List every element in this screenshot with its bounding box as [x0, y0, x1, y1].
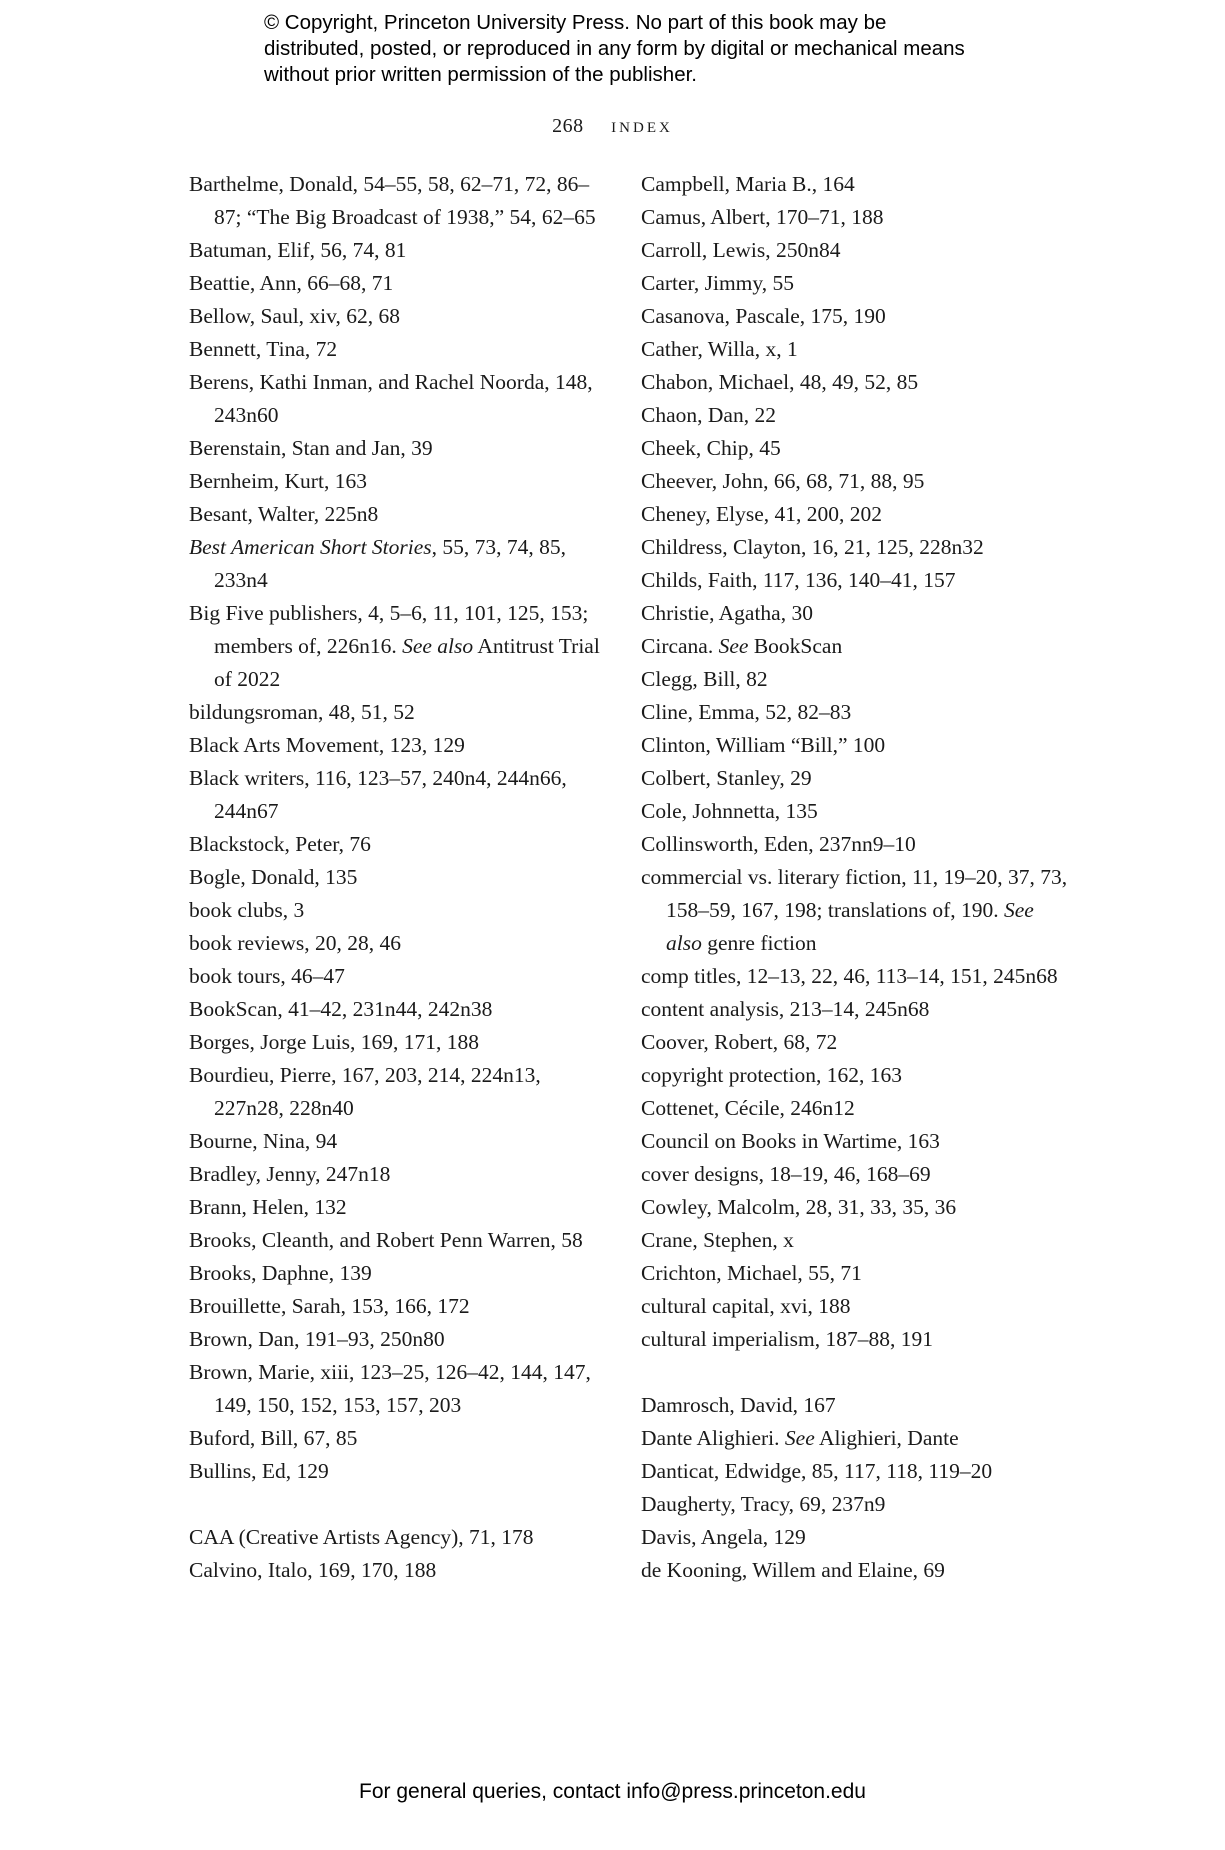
index-entry: Childs, Faith, 117, 136, 140–41, 157: [641, 568, 956, 592]
index-entry: Christie, Agatha, 30: [641, 601, 813, 625]
index-entry: CAA (Creative Artists Agency), 71, 178: [189, 1525, 534, 1549]
index-entry: Brown, Dan, 191–93, 250n80: [189, 1327, 445, 1351]
index-entry: Cowley, Malcolm, 28, 31, 33, 35, 36: [641, 1195, 957, 1219]
index-entry: Dante Alighieri. See Alighieri, Dante: [641, 1426, 959, 1450]
index-entry: Black writers, 116, 123–57, 240n4, 244n66, 244n67: [189, 766, 567, 823]
index-entry: Brooks, Cleanth, and Robert Penn Warren, 58: [189, 1228, 583, 1252]
index-entry: bildungsroman, 48, 51, 52: [189, 700, 415, 724]
index-entry: Childress, Clayton, 16, 21, 125, 228n32: [641, 535, 984, 559]
index-entry: comp titles, 12–13, 22, 46, 113–14, 151, 245n68: [641, 964, 1058, 988]
index-entry: Chabon, Michael, 48, 49, 52, 85: [641, 370, 919, 394]
index-entry: cultural imperialism, 187–88, 191: [641, 1327, 933, 1351]
index-entry: Beattie, Ann, 66–68, 71: [189, 271, 394, 295]
index-entry: Crichton, Michael, 55, 71: [641, 1261, 862, 1285]
running-head-title: index: [611, 112, 673, 137]
copyright-notice: © Copyright, Princeton University Press. No part of this book may be distributed, posted, or reproduced in any form by digital or mechanical means without prior written permission of the publisher.: [264, 11, 965, 86]
index-entry: Campbell, Maria B., 164: [641, 172, 855, 196]
index-entry: Batuman, Elif, 56, 74, 81: [189, 238, 407, 262]
index-entry: book tours, 46–47: [189, 964, 345, 988]
index-entry: Danticat, Edwidge, 85, 117, 118, 119–20: [641, 1459, 993, 1483]
letter-section-gap: [189, 1488, 614, 1521]
index-entry: Brouillette, Sarah, 153, 166, 172: [189, 1294, 470, 1318]
index-entry: Cheek, Chip, 45: [641, 436, 781, 460]
index-entry: Bellow, Saul, xiv, 62, 68: [189, 304, 401, 328]
index-entry: Carroll, Lewis, 250n84: [641, 238, 841, 262]
index-entry: Casanova, Pascale, 175, 190: [641, 304, 886, 328]
index-entry: Berens, Kathi Inman, and Rachel Noorda, 148, 243n60: [189, 370, 593, 427]
index-entry: cover designs, 18–19, 46, 168–69: [641, 1162, 931, 1186]
index-entry: Besant, Walter, 225n8: [189, 502, 379, 526]
index-entry: Brann, Helen, 132: [189, 1195, 347, 1219]
index-entry: Big Five publishers, 4, 5–6, 11, 101, 125, 153; members of, 226n16. See also Antitrust Trial of 2022: [189, 601, 600, 691]
index-entry: book clubs, 3: [189, 898, 305, 922]
index-entry: Cline, Emma, 52, 82–83: [641, 700, 852, 724]
index-entry: Bourdieu, Pierre, 167, 203, 214, 224n13, 227n28, 228n40: [189, 1063, 541, 1120]
index-entry: Calvino, Italo, 169, 170, 188: [189, 1558, 437, 1582]
index-entry: commercial vs. literary fiction, 11, 19–20, 37, 73, 158–59, 167, 198; translations of, 190. See also genre fiction: [641, 865, 1068, 955]
index-entry: copyright protection, 162, 163: [641, 1063, 902, 1087]
index-entry: Cather, Willa, x, 1: [641, 337, 798, 361]
index-entry: Collinsworth, Eden, 237nn9–10: [641, 832, 916, 856]
footer-contact: For general queries, contact info@press.princeton.edu: [359, 1780, 866, 1803]
index-entry: Bradley, Jenny, 247n18: [189, 1162, 391, 1186]
index-entry: Berenstain, Stan and Jan, 39: [189, 436, 433, 460]
index-entry: Chaon, Dan, 22: [641, 403, 776, 427]
index-entry: book reviews, 20, 28, 46: [189, 931, 401, 955]
index-entry: Blackstock, Peter, 76: [189, 832, 371, 856]
index-entry: Damrosch, David, 167: [641, 1393, 836, 1417]
index-entry: Camus, Albert, 170–71, 188: [641, 205, 884, 229]
index-entry: Coover, Robert, 68, 72: [641, 1030, 838, 1054]
index-entry: de Kooning, Willem and Elaine, 69: [641, 1558, 945, 1582]
index-column-left: [189, 168, 614, 1587]
index-column-right: [641, 168, 1071, 1587]
index-entry: Borges, Jorge Luis, 169, 171, 188: [189, 1030, 480, 1054]
index-entry: Black Arts Movement, 123, 129: [189, 733, 465, 757]
letter-section-gap: [641, 1356, 1071, 1389]
index-entry: Bourne, Nina, 94: [189, 1129, 338, 1153]
page-number: 268: [552, 115, 584, 137]
index-entry: Daugherty, Tracy, 69, 237n9: [641, 1492, 886, 1516]
index-entry: Bernheim, Kurt, 163: [189, 469, 367, 493]
index-entry: Colbert, Stanley, 29: [641, 766, 812, 790]
index-entry: Crane, Stephen, x: [641, 1228, 794, 1252]
index-entry: Carter, Jimmy, 55: [641, 271, 794, 295]
index-entry: Buford, Bill, 67, 85: [189, 1426, 358, 1450]
index-entry: cultural capital, xvi, 188: [641, 1294, 851, 1318]
index-entry: BookScan, 41–42, 231n44, 242n38: [189, 997, 493, 1021]
running-head: [0, 112, 1225, 138]
index-entry: Council on Books in Wartime, 163: [641, 1129, 940, 1153]
index-entry: Bennett, Tina, 72: [189, 337, 338, 361]
index-entry: Cheney, Elyse, 41, 200, 202: [641, 502, 883, 526]
index-entry: Cheever, John, 66, 68, 71, 88, 95: [641, 469, 925, 493]
index-entry: Bullins, Ed, 129: [189, 1459, 329, 1483]
index-entry: Bogle, Donald, 135: [189, 865, 358, 889]
index-entry: Cole, Johnnetta, 135: [641, 799, 818, 823]
index-entry: Best American Short Stories, 55, 73, 74, 85, 233n4: [189, 535, 567, 592]
index-entry: Circana. See BookScan: [641, 634, 843, 658]
index-entry: Clegg, Bill, 82: [641, 667, 768, 691]
index-entry: Clinton, William “Bill,” 100: [641, 733, 886, 757]
index-entry: Davis, Angela, 129: [641, 1525, 806, 1549]
index-entry: Brown, Marie, xiii, 123–25, 126–42, 144, 147, 149, 150, 152, 153, 157, 203: [189, 1360, 591, 1417]
index-entry: Brooks, Daphne, 139: [189, 1261, 372, 1285]
index-entry: Barthelme, Donald, 54–55, 58, 62–71, 72, 86–87; “The Big Broadcast of 1938,” 54, 62–65: [189, 172, 596, 229]
index-entry: Cottenet, Cécile, 246n12: [641, 1096, 855, 1120]
index-entry: content analysis, 213–14, 245n68: [641, 997, 930, 1021]
